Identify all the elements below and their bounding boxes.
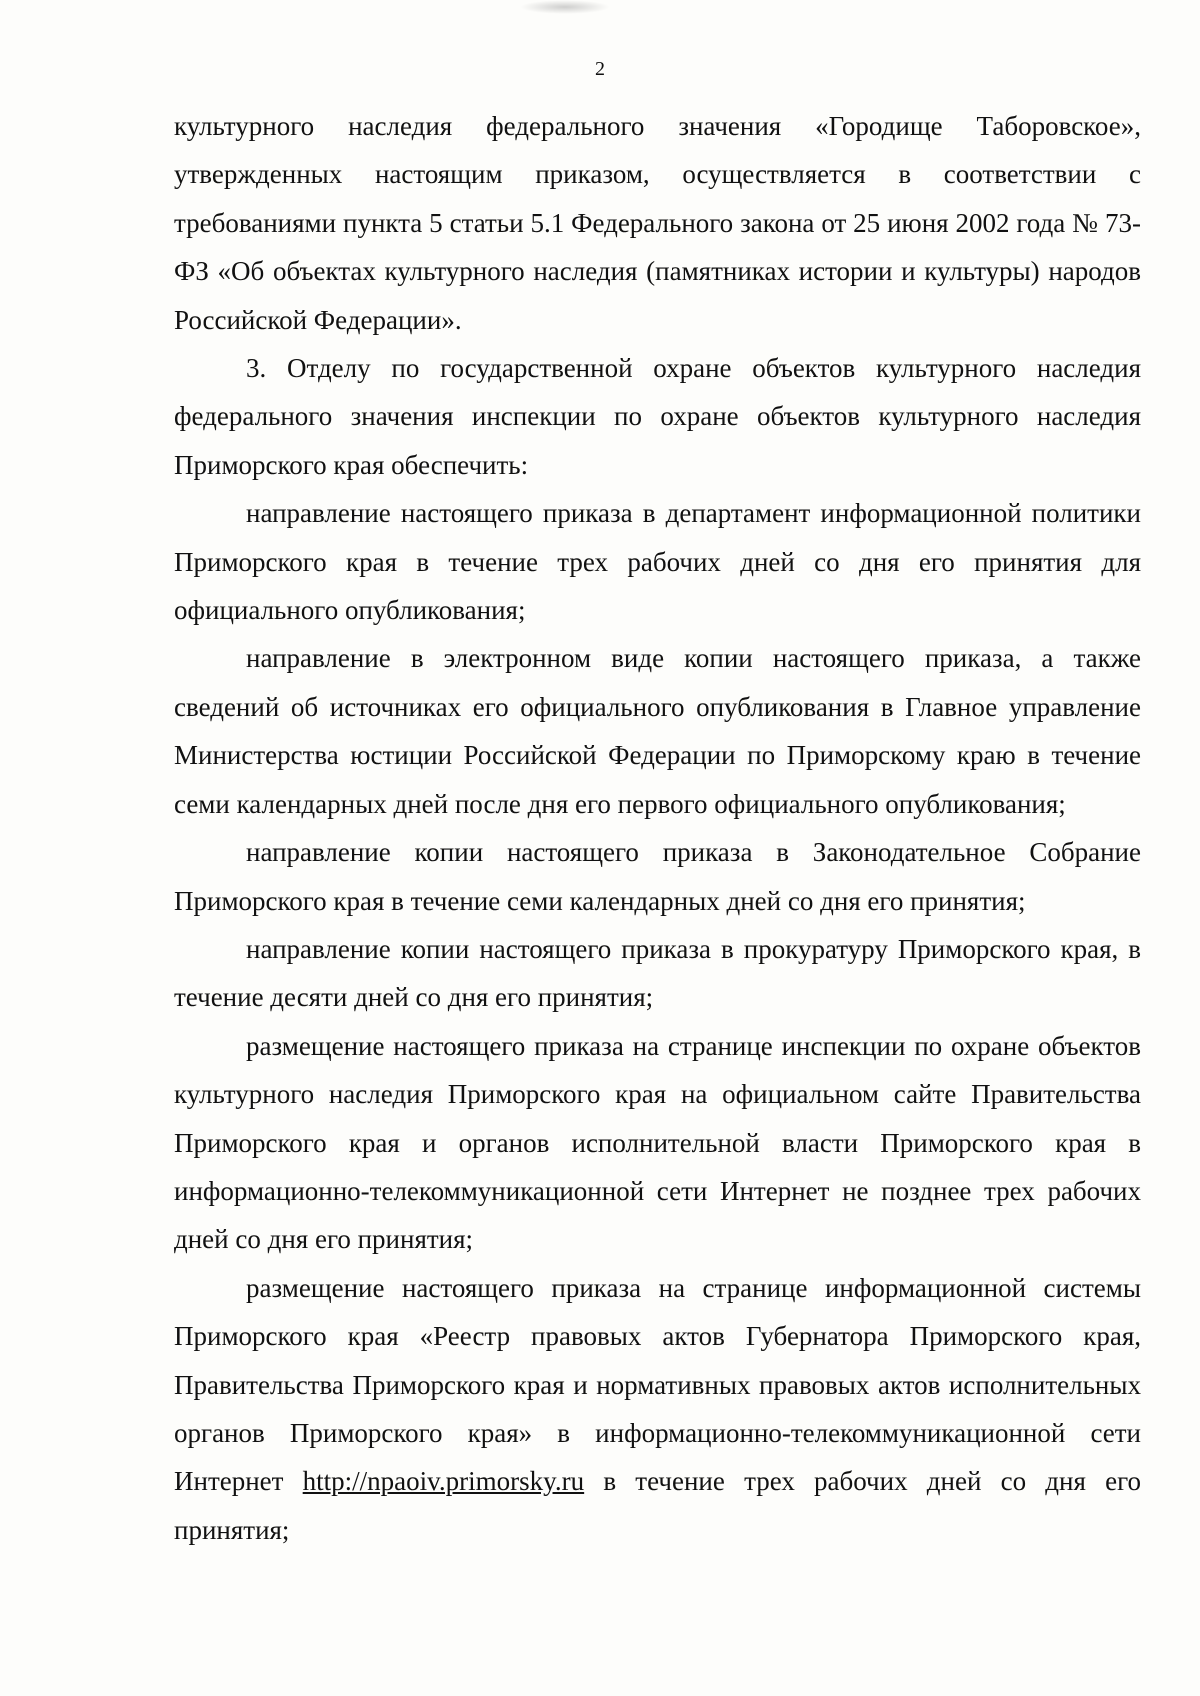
paragraph-registry [174,1264,1141,1554]
paragraph-official-site: размещение настоящего приказа на странице инспекции по охране объектов культурного наследия Приморского края на официальном сайте Правительства Приморского края и органов исполнительной власти Приморского края в информационно-телекоммуникационной сети Интернет не позднее трех рабочих дней со дня его принятия; [174,1030,1141,1255]
paragraph-item-3: 3. Отделу по государственной охране объектов культурного наследия федерального значения инспекции по охране объектов культурного наследия Приморского края обеспечить: [174,353,1141,480]
paragraph-info-policy: направление настоящего приказа в департамент информационной политики Приморского края в течение трех рабочих дней со дня его принятия для официального опубликования; [174,498,1141,626]
paragraph-justice-ministry: направление в электронном виде копии настоящего приказа, а также сведений об источниках его официального опубликования в Главное управление Министерства юстиции Российской Федерации по Приморскому краю в течение семи календарных дней после дня его первого официального опубликования; [174,643,1141,819]
scan-artifact [520,0,610,14]
paragraph-registry-text: размещение настоящего приказа на странице информационной системы Приморского края «Реестр правовых актов Губернатора Приморского края, Правительства Приморского края и нормативных правовых актов исполнительных органов Приморского края» в информационно-телекоммуникационной сети Интернет [174,1272,1141,1497]
paragraph-registry-tail: в течение трех рабочих дней со дня его принятия; [174,1466,1141,1545]
document-body [174,102,1141,1554]
paragraph-continuation: культурного наследия федерального значения «Городище Таборовское», утвержденных настоящим приказом, осуществляется в соответствии с требованиями пункта 5 статьи 5.1 Федерального закона от 25 июня 2002 года № 73-ФЗ «Об объектах культурного наследия (памятниках истории и культуры) народов Российской Федерации». [174,111,1141,335]
page-number: 2 [595,58,605,80]
paragraph-prosecutor: направление копии настоящего приказа в прокуратуру Приморского края, в течение десяти дней со дня его принятия; [174,933,1141,1013]
paragraph-legislative-assembly: направление копии настоящего приказа в Законодательное Собрание Приморского края в течение семи календарных дней со дня его принятия; [174,837,1141,916]
registry-link[interactable]: http://npaoiv.primorsky.ru [302,1466,585,1497]
